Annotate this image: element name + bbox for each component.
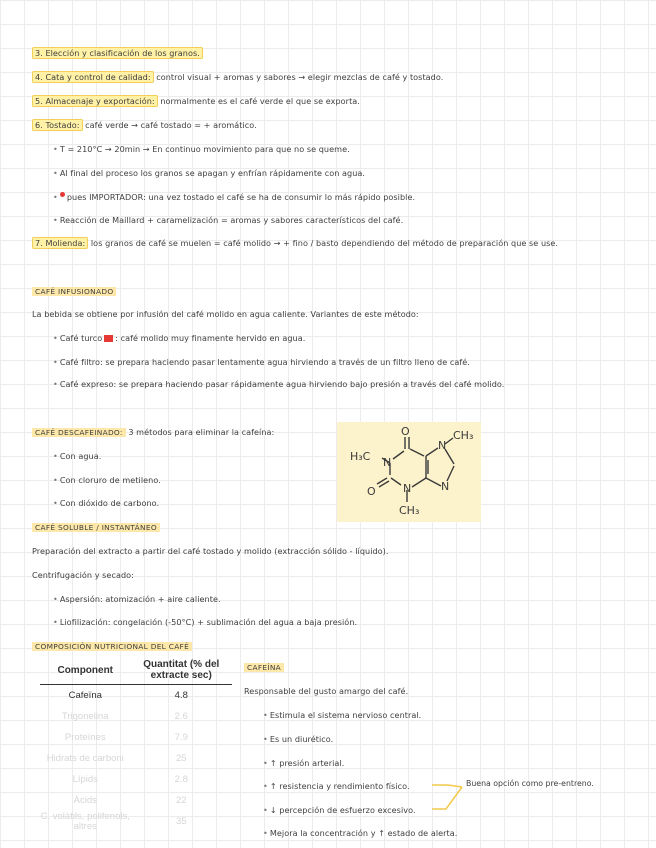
- cafeina-bullet: • Estimula el sistema nervioso central.: [263, 710, 422, 720]
- soluble-bullet: • Aspersión: atomización + aire caliente.: [53, 594, 221, 604]
- step-6-heading: 6. Tostado:: [32, 119, 83, 131]
- step-3: [32, 47, 203, 59]
- bullet-dot: •: [263, 781, 268, 791]
- step-4-heading: 4. Cata y control de calidad:: [32, 71, 154, 83]
- soluble-bullet: • Liofilización: congelación (-50°C) + sublimación del agua a baja presión.: [53, 617, 358, 627]
- step-4: [32, 71, 443, 83]
- bullet-dot: •: [53, 333, 58, 343]
- methyl-label-bottom: CH₃: [399, 504, 420, 517]
- table-header-row: [40, 655, 232, 685]
- table-row: Lípids 2.8: [72, 774, 188, 785]
- step-7-heading: 7. Molienda:: [32, 237, 88, 249]
- bullet-dot: •: [263, 805, 268, 815]
- table-row: C. volàtils, polifenols, altres 35: [40, 810, 187, 832]
- callout-bracket: [432, 781, 468, 815]
- bullet-dot: •: [53, 168, 58, 178]
- bullet-dot: •: [53, 451, 58, 461]
- step-6-text: café verde → café tostado = + aromático.: [82, 120, 257, 130]
- infusionado-intro: La bebida se obtiene por infusión del café molido en agua caliente. Variantes de este método:: [32, 309, 419, 319]
- bullet-dot: •: [263, 710, 268, 720]
- infusionado-bullet: • Café expreso: se prepara haciendo pasar rápidamente agua hirviendo bajo presión a través del café molido.: [53, 379, 505, 389]
- bullet-dot: •: [53, 192, 58, 202]
- table-row: Cafeïna 4.8: [68, 690, 188, 701]
- methyl-label-right: CH₃: [453, 429, 474, 442]
- infusionado-bullet: • Café filtro: se prepara haciendo pasar lentamente agua hirviendo a través de un filtro lleno de café.: [53, 357, 470, 367]
- bullet-dot: •: [53, 357, 58, 367]
- oxygen-label: O: [401, 425, 410, 438]
- nitrogen-label: N: [403, 482, 412, 495]
- bullet-dot: •: [53, 475, 58, 485]
- table-row: Àcids 22: [73, 795, 187, 806]
- methyl-label-left: H₃C: [350, 450, 371, 463]
- caffeine-molecule-diagram: [337, 422, 481, 522]
- column-header-quantity: Quantitat (% del extracte sec): [131, 655, 233, 685]
- step-3-heading: 3. Elección y clasificación de los granos.: [32, 47, 203, 59]
- bullet-dot: •: [53, 379, 58, 389]
- descafeinado-bullet: • Con cloruro de metileno.: [53, 475, 161, 485]
- descafeinado-heading: CAFÉ DESCAFEINADO: 3 métodos para eliminar la cafeína:: [32, 426, 274, 439]
- step-5-heading: 5. Almacenaje y exportación:: [32, 95, 158, 107]
- step-6-bullet: • Reacción de Maillard + caramelización = aromas y sabores característicos del café.: [53, 215, 404, 225]
- cafeina-bullet: • Es un diurético.: [263, 734, 334, 744]
- table-row: Hidrats de carboni 25: [46, 753, 187, 764]
- infusionado-bullet: • Café turco : café molido muy finamente hervido en agua.: [53, 333, 306, 343]
- cafeina-intro: Responsable del gusto amargo del café.: [244, 686, 409, 696]
- soluble-line-2: Centrifugación y secado:: [32, 570, 134, 580]
- bullet-dot: •: [53, 215, 58, 225]
- step-4-text: control visual + aromas y sabores → elegir mezclas de café y tostado.: [153, 72, 444, 82]
- descafeinado-intro: 3 métodos para eliminar la cafeína:: [125, 427, 275, 437]
- cafeina-bullet: • ↑ resistencia y rendimiento físico.: [263, 781, 410, 791]
- nitrogen-label: N: [441, 480, 450, 493]
- column-header-component: Component: [40, 655, 131, 685]
- callout-note: Buena opción como pre-entreno.: [466, 779, 594, 788]
- bullet-dot: •: [53, 498, 58, 508]
- bullet-dot: •: [263, 734, 268, 744]
- step-6-bullet: • pues IMPORTADOR: una vez tostado el café se ha de consumir lo más rápido posible.: [53, 192, 416, 202]
- nitrogen-label: N: [438, 439, 447, 452]
- step-6: [32, 119, 257, 131]
- step-6-bullet: • Al final del proceso los granos se apagan y enfrían rápidamente con agua.: [53, 168, 366, 178]
- table-row: Proteïnes 7.9: [64, 732, 188, 743]
- step-5-text: normalmente es el café verde el que se exporta.: [157, 96, 360, 106]
- caffeine-structure: [337, 422, 481, 522]
- cafeina-bullet: • Mejora la concentración y ↑ estado de alerta.: [263, 828, 458, 838]
- bullet-dot: •: [263, 828, 268, 838]
- bullet-dot: •: [53, 617, 58, 627]
- cafeina-bullet: • ↓ percepción de esfuerzo excesivo.: [263, 805, 416, 815]
- step-5: [32, 95, 360, 107]
- oxygen-label: O: [367, 485, 376, 498]
- step-7: [32, 237, 558, 249]
- cafeina-heading: CAFEÍNA: [244, 661, 284, 674]
- bullet-dot: •: [53, 594, 58, 604]
- nutrition-table: [40, 655, 232, 832]
- descafeinado-bullet: • Con dióxido de carbono.: [53, 498, 160, 508]
- bullet-dot: •: [263, 758, 268, 768]
- bullet-dot: •: [53, 144, 58, 154]
- nutricional-heading: COMPOSICIÓN NUTRICIONAL DEL CAFÉ: [32, 640, 192, 653]
- table-row: Trigonelina 2.6: [61, 711, 188, 722]
- soluble-heading: CAFÉ SOLUBLE / INSTANTÁNEO: [32, 521, 160, 534]
- red-dot-icon: [60, 192, 65, 197]
- cafeina-bullet: • ↑ presión arterial.: [263, 758, 345, 768]
- infusionado-heading: CAFÉ INFUSIONADO: [32, 285, 116, 298]
- red-flag-icon: [104, 335, 113, 342]
- descafeinado-bullet: • Con agua.: [53, 451, 102, 461]
- nitrogen-label: N: [383, 456, 392, 469]
- step-6-bullet: • T = 210°C → 20min → En continuo movimiento para que no se queme.: [53, 144, 350, 154]
- step-7-text: los granos de café se muelen = café molido → + fino / basto dependiendo del método de preparación que se use.: [88, 238, 559, 248]
- soluble-line-1: Preparación del extracto a partir del café tostado y molido (extracción sólido - líquido).: [32, 546, 389, 556]
